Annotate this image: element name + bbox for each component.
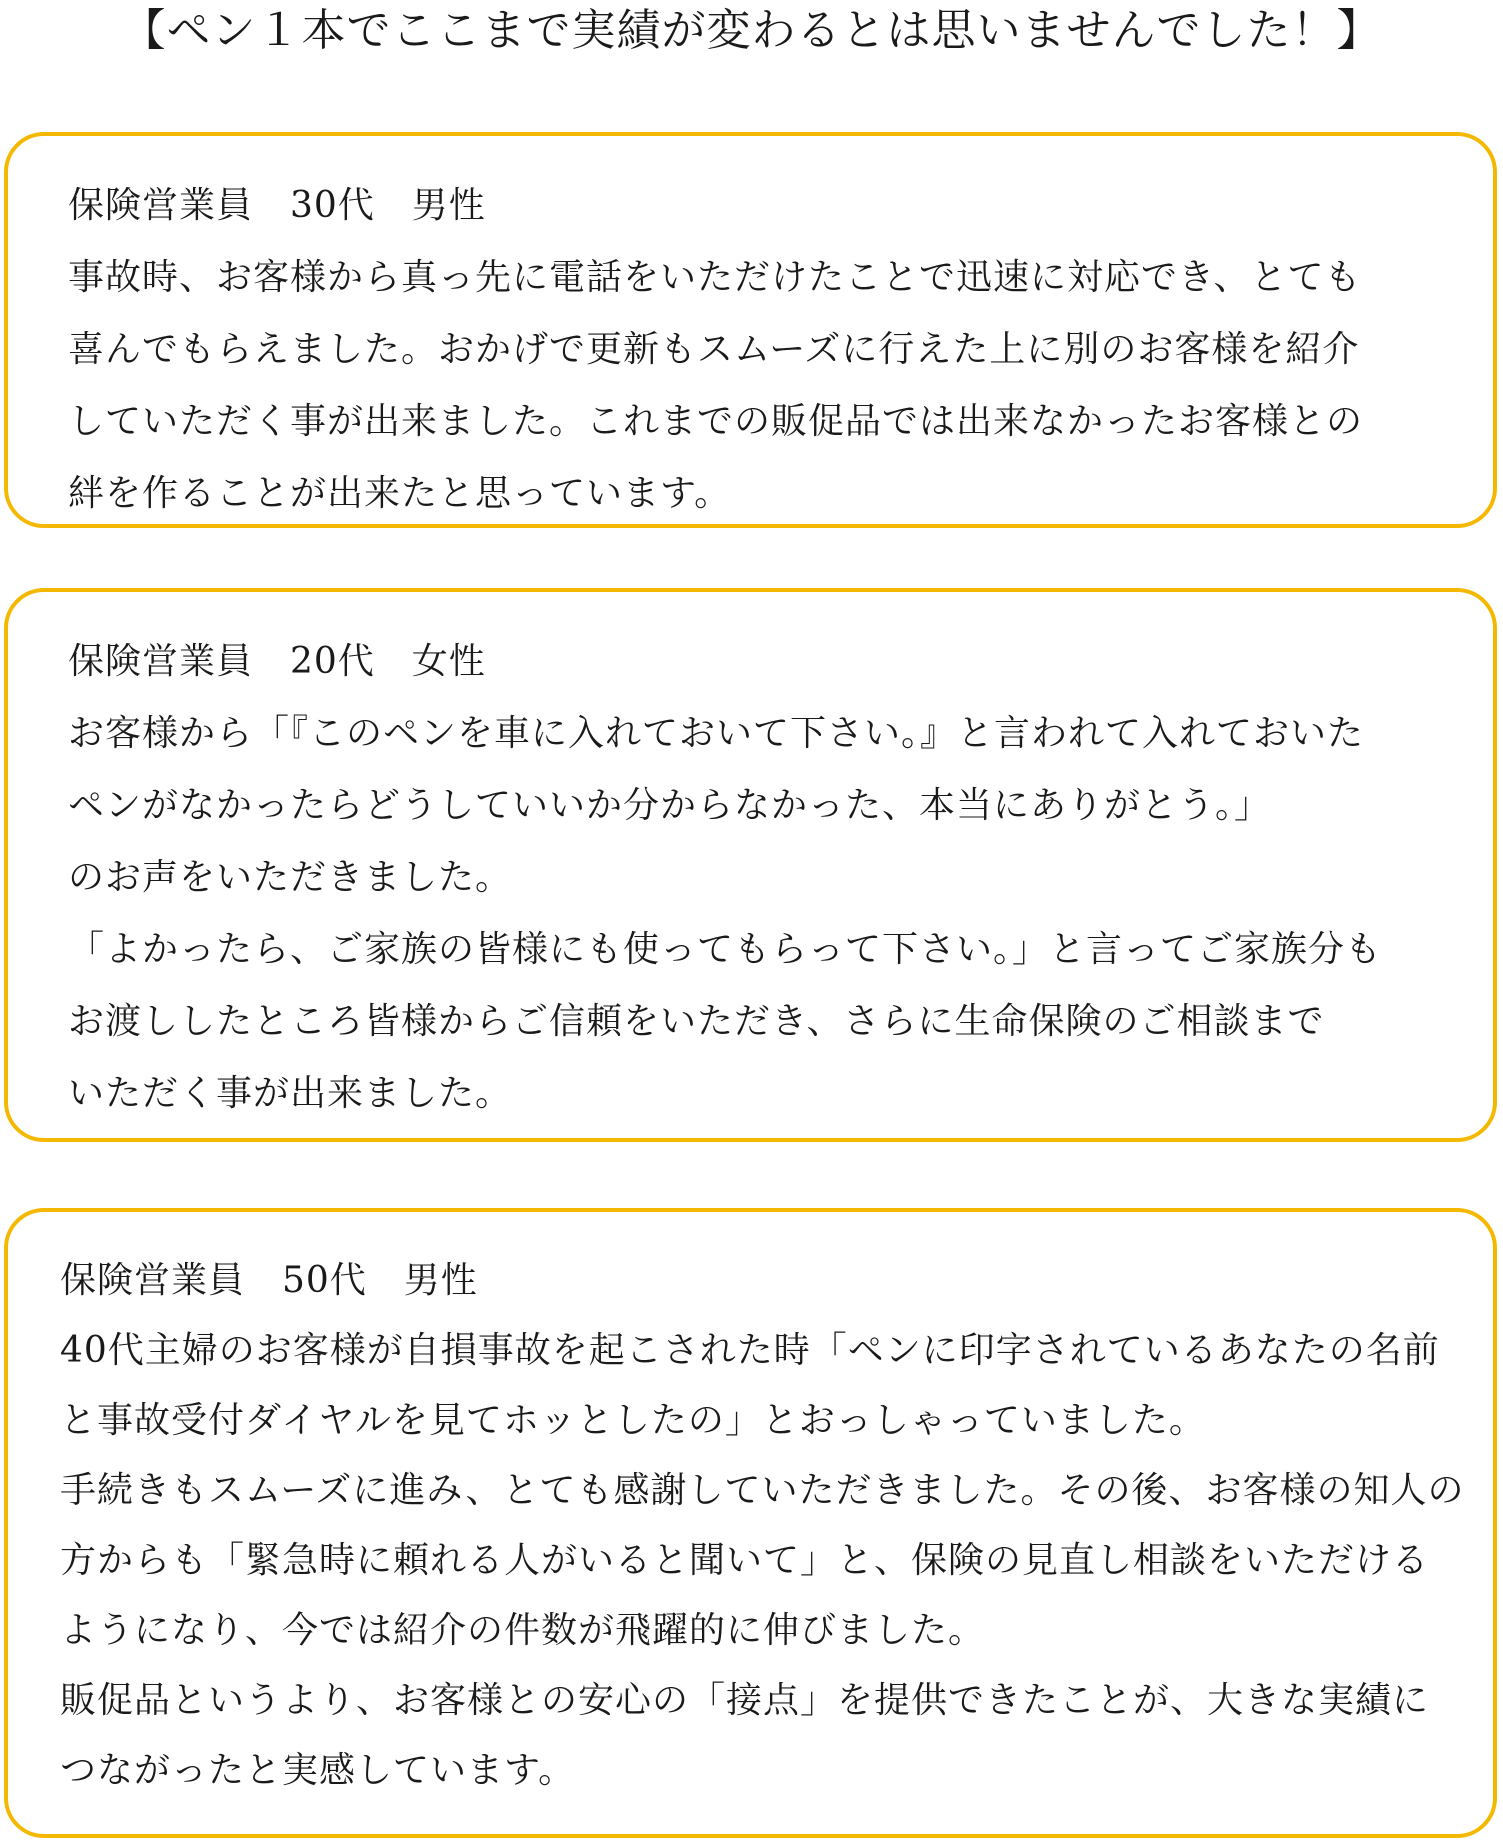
testimonial-card	[4, 132, 1497, 528]
testimonial-heading: 保険営業員 20代 女性	[68, 641, 486, 682]
testimonial-line: 方からも「緊急時に頼れる人がいると聞いて」と、保険の見直し相談をいただける	[60, 1540, 1430, 1581]
testimonial-heading: 保険営業員 50代 男性	[60, 1260, 478, 1301]
testimonial-line: ようになり、今では紹介の件数が飛躍的に伸びました。	[60, 1610, 986, 1651]
testimonial-line: 販促品というより、お客様との安心の「接点」を提供できたことが、大きな実績に	[60, 1680, 1430, 1721]
testimonial-line: していただく事が出来ました。これまでの販促品では出来なかったお客様との	[68, 401, 1364, 442]
testimonial-line: 40代主婦のお客様が自損事故を起こされた時「ペンに印字されているあなたの名前	[60, 1330, 1440, 1371]
testimonial-line: のお声をいただきました。	[68, 857, 513, 898]
testimonial-line: 絆を作ることが出来たと思っています。	[68, 473, 732, 514]
testimonial-line: お渡ししたところ皆様からご信頼をいただき、さらに生命保険のご相談まで	[68, 1001, 1325, 1042]
testimonial-card	[4, 1208, 1497, 1838]
testimonial-line: 事故時、お客様から真っ先に電話をいただけたことで迅速に対応でき、とても	[68, 257, 1362, 298]
page-title: 【ペン１本でここまで実績が変わるとは思いませんでした！】	[121, 5, 1382, 56]
testimonial-line: いただく事が出来ました。	[68, 1073, 513, 1114]
testimonial-line: 手続きもスムーズに進み、とても感謝していただきました。その後、お客様の知人の	[60, 1470, 1465, 1511]
testimonial-line: ペンがなかったらどうしていいか分からなかった、本当にありがとう。」	[68, 785, 1272, 826]
testimonial-line: 「よかったら、ご家族の皆様にも使ってもらって下さい。」と言ってご家族分も	[68, 929, 1383, 970]
testimonial-line: と事故受付ダイヤルを見てホッとしたの」とおっしゃっていました。	[60, 1400, 1206, 1441]
testimonial-card	[4, 588, 1497, 1142]
testimonial-line: 喜んでもらえました。おかげで更新もスムーズに行えた上に別のお客様を紹介	[68, 329, 1360, 370]
testimonial-line: つながったと実感しています。	[60, 1750, 576, 1791]
testimonial-heading: 保険営業員 30代 男性	[68, 185, 486, 226]
testimonial-line: お客様から「『このペンを車に入れておいて下さい。』と言われて入れておいた	[68, 713, 1365, 754]
